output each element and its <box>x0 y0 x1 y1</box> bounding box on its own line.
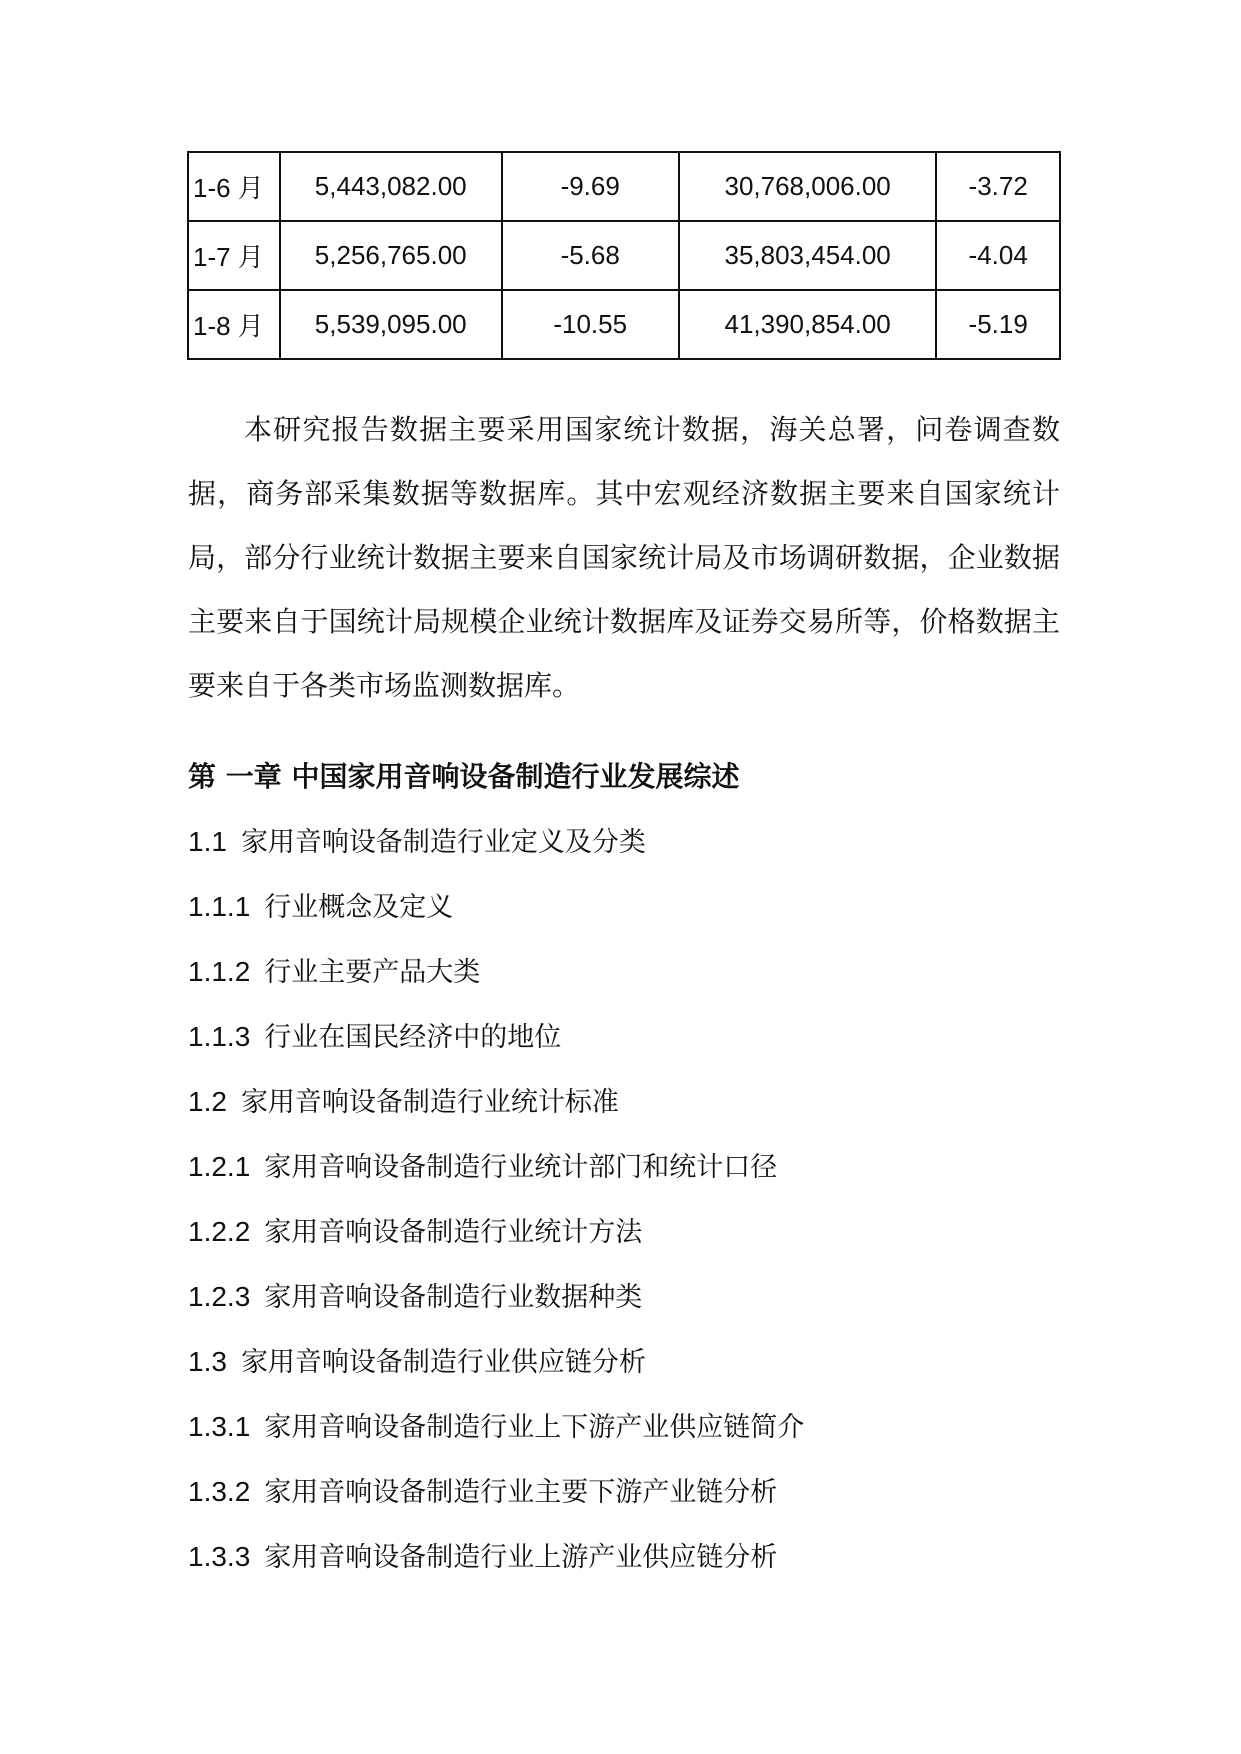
table-cell-cumulative: 41,390,854.00 <box>679 290 936 359</box>
toc-item-title: 家用音响设备制造行业统计标准 <box>240 1087 619 1118</box>
toc-item-number: 1.3.2 <box>188 1476 251 1507</box>
data-source-paragraph: 本研究报告数据主要采用国家统计数据，海关总署，问卷调查数据，商务部采集数据等数据库。其中宏观经济数据主要来自国家统计局，部分行业统计数据主要来自国家统计局及市场调研数据，企业数据主要来自于国统计局规模企业统计数据库及证券交易所等，价格数据主要来自于各类市场监测数据库。 <box>188 413 1060 702</box>
table-cell-value: 5,443,082.00 <box>280 152 502 221</box>
table-cell-cumulative-growth: -3.72 <box>936 152 1060 221</box>
toc-item-number: 1.1.2 <box>188 956 251 987</box>
toc-item-number: 1.3 <box>188 1346 227 1377</box>
toc-item-number: 1.1.3 <box>188 1021 251 1052</box>
table-row <box>188 152 1060 221</box>
toc-item[interactable] <box>188 1082 804 1147</box>
toc-item-title: 行业在国民经济中的地位 <box>264 1022 562 1053</box>
toc-item-title: 家用音响设备制造行业统计部门和统计口径 <box>264 1152 778 1183</box>
toc-item-title: 行业主要产品大类 <box>264 957 481 988</box>
toc-item[interactable] <box>188 1472 804 1537</box>
toc-item[interactable] <box>188 1147 804 1212</box>
chapter-heading: 第 一章 中国家用音响设备制造行业发展综述 <box>188 760 740 793</box>
table-cell-cumulative-growth: -5.19 <box>936 290 1060 359</box>
table-cell-month: 1-8 月 <box>188 290 280 359</box>
table-cell-value: 5,539,095.00 <box>280 290 502 359</box>
toc-item[interactable] <box>188 1277 804 1342</box>
toc-item-title: 家用音响设备制造行业定义及分类 <box>240 827 646 858</box>
toc-item[interactable] <box>188 822 804 887</box>
statistics-table <box>187 151 1061 360</box>
table-row <box>188 290 1060 359</box>
table-cell-value: 5,256,765.00 <box>280 221 502 290</box>
table-cell-growth: -9.69 <box>502 152 679 221</box>
table-cell-growth: -10.55 <box>502 290 679 359</box>
toc-item-number: 1.2.3 <box>188 1281 251 1312</box>
toc-item-title: 家用音响设备制造行业上下游产业供应链简介 <box>264 1412 805 1443</box>
table-cell-month: 1-6 月 <box>188 152 280 221</box>
table-cell-cumulative: 30,768,006.00 <box>679 152 936 221</box>
toc-item[interactable] <box>188 1342 804 1407</box>
toc-item-title: 家用音响设备制造行业上游产业供应链分析 <box>264 1542 778 1573</box>
toc-item-number: 1.1 <box>188 826 227 857</box>
table-row <box>188 221 1060 290</box>
toc-item-title: 行业概念及定义 <box>264 892 454 923</box>
table-of-contents <box>188 822 804 1602</box>
toc-item-number: 1.1.1 <box>188 891 251 922</box>
toc-item-title: 家用音响设备制造行业供应链分析 <box>240 1347 646 1378</box>
toc-item[interactable] <box>188 1407 804 1472</box>
toc-item-title: 家用音响设备制造行业主要下游产业链分析 <box>264 1477 778 1508</box>
toc-item-number: 1.3.1 <box>188 1411 251 1442</box>
toc-item[interactable] <box>188 1212 804 1277</box>
toc-item-number: 1.2.2 <box>188 1216 251 1247</box>
table-cell-month: 1-7 月 <box>188 221 280 290</box>
table-cell-cumulative-growth: -4.04 <box>936 221 1060 290</box>
toc-item[interactable] <box>188 1017 804 1082</box>
toc-item-title: 家用音响设备制造行业统计方法 <box>264 1217 643 1248</box>
toc-item-number: 1.2 <box>188 1086 227 1117</box>
toc-item[interactable] <box>188 1537 804 1602</box>
toc-item-number: 1.3.3 <box>188 1541 251 1572</box>
table-cell-growth: -5.68 <box>502 221 679 290</box>
toc-item-number: 1.2.1 <box>188 1151 251 1182</box>
toc-item[interactable] <box>188 887 804 952</box>
toc-item-title: 家用音响设备制造行业数据种类 <box>264 1282 643 1313</box>
toc-item[interactable] <box>188 952 804 1017</box>
table-cell-cumulative: 35,803,454.00 <box>679 221 936 290</box>
